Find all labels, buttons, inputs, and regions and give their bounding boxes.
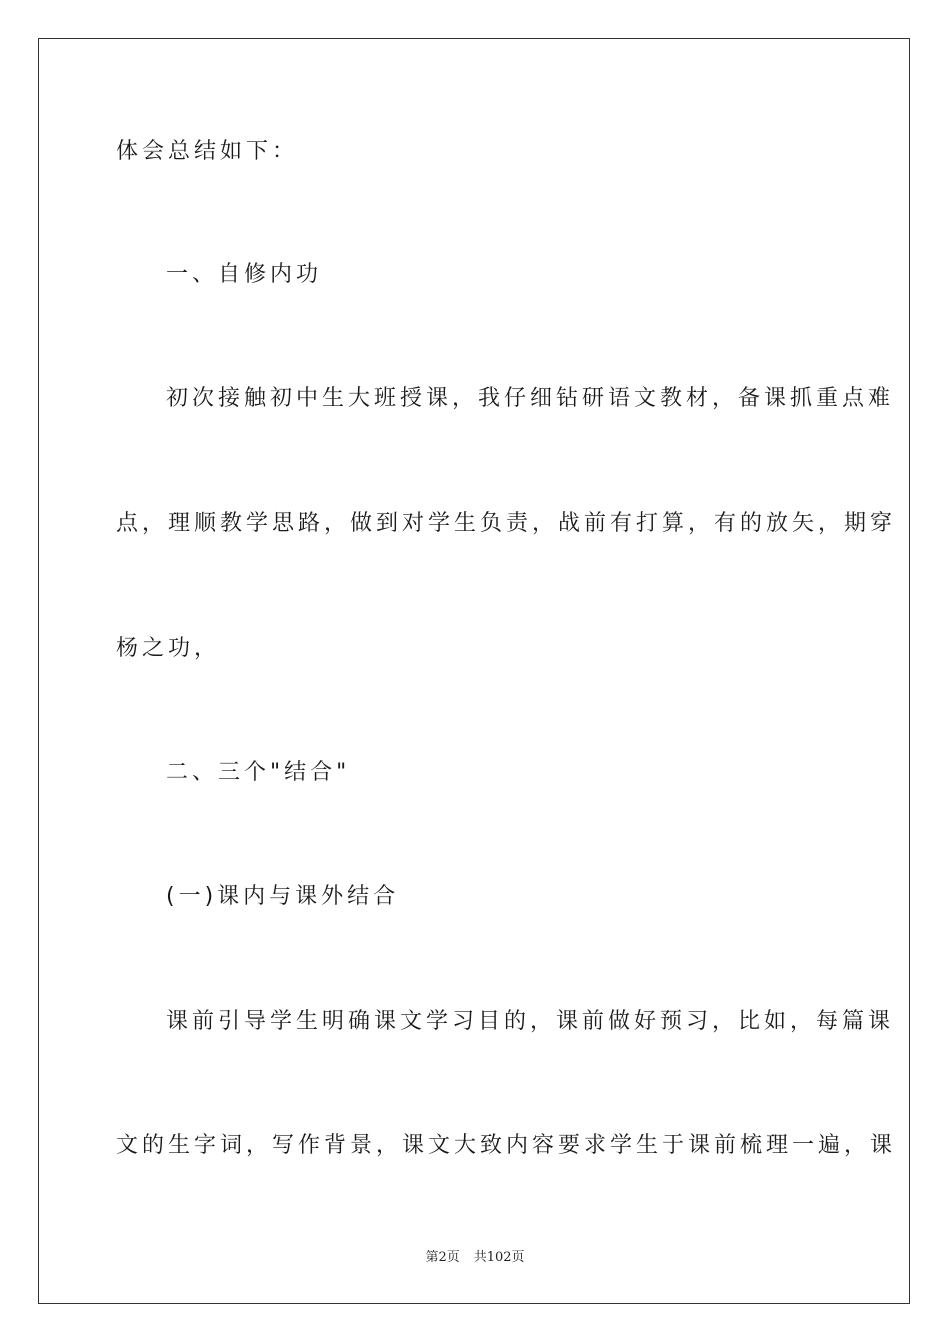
section-heading-2: 二、三个"结合"	[166, 760, 351, 785]
paragraph-line-5: 文的生字词，写作背景，课文大致内容要求学生于课前梳理一遍，课	[116, 1133, 897, 1158]
page-number: 第2页	[425, 1250, 460, 1265]
page-total: 共102页	[473, 1250, 525, 1265]
paragraph-line-1: 初次接触初中生大班授课，我仔细钻研语文教材，备课抓重点难	[166, 386, 895, 411]
page-border	[38, 38, 910, 1304]
subsection-heading: (一)课内与课外结合	[166, 884, 400, 909]
paragraph-line-3: 杨之功，	[116, 636, 221, 661]
section-heading-1: 一、自修内功	[166, 262, 323, 287]
paragraph-line-4: 课前引导学生明确课文学习目的，课前做好预习，比如，每篇课	[166, 1009, 895, 1034]
page-footer	[0, 1246, 950, 1265]
text-line-1: 体会总结如下：	[116, 139, 299, 164]
paragraph-line-2: 点，理顺教学思路，做到对学生负责，战前有打算，有的放矢，期穿	[116, 511, 897, 536]
